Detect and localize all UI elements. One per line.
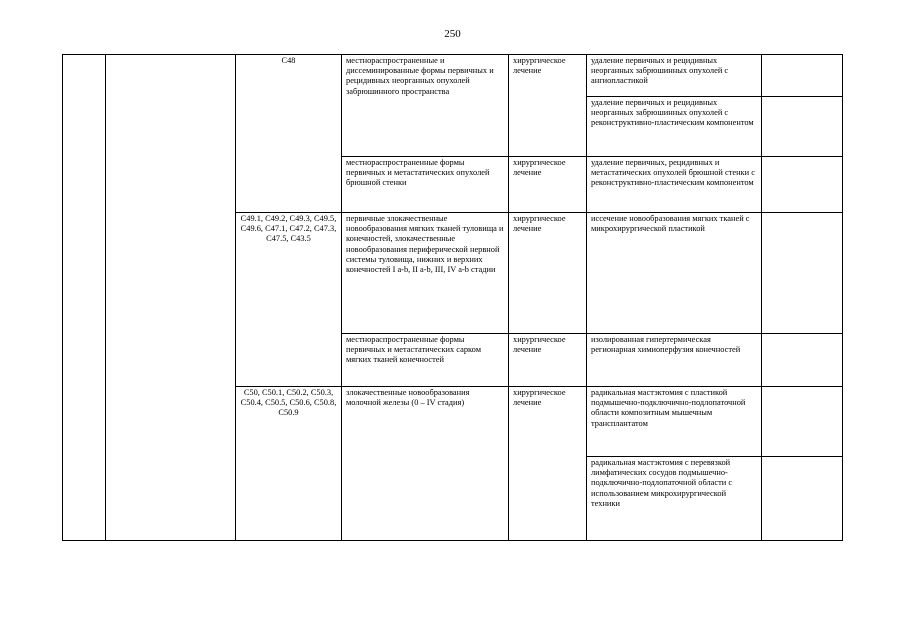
cost-cell (762, 334, 843, 387)
method-cell: радикальная мастэктомия с перевязкой лимфатических сосудов подмышечно-подключично-подлопаточной области с использованием микрохирургической техники (587, 457, 762, 541)
cost-cell (762, 213, 843, 334)
method-cell: удаление первичных и рецидивных неорганных забрюшинных опухолей с реконструктивно-пластическим компонентом (587, 97, 762, 157)
cost-cell (762, 97, 843, 157)
icd-code-cell: C50, C50.1, C50.2, C50.3, C50.4, C50.5, C50.6, C50.8, C50.9 (236, 387, 342, 541)
procedures-table (62, 54, 843, 541)
treatment-cell: хирургическое лечение (509, 387, 587, 541)
method-cell: радикальная мастэктомия с пластикой подмышечно-подключично-подлопаточной области композитным мышечным трансплантатом (587, 387, 762, 457)
method-cell: иссечение новообразования мягких тканей с микрохирургической пластикой (587, 213, 762, 334)
method-cell: удаление первичных и рецидивных неорганных забрюшинных опухолей с ангиопластикой (587, 55, 762, 97)
cost-cell (762, 457, 843, 541)
diagnosis-cell: местнораспространенные формы первичных и метастатических опухолей брюшной стенки (342, 157, 509, 213)
diagnosis-cell: местнораспространенные формы первичных и метастатических сарком мягких тканей конечностей (342, 334, 509, 387)
cost-cell (762, 387, 843, 457)
icd-code-cell: C48 (236, 55, 342, 213)
diagnosis-cell: первичные злокачественные новообразования мягких тканей туловища и конечностей, злокачественные новообразования периферической нервной системы туловища, нижних и верхних конечностей I a-b, II a-b, III, IV a-b стадии (342, 213, 509, 334)
treatment-cell: хирургическое лечение (509, 157, 587, 213)
method-cell: изолированная гипертермическая регионарная химиоперфузия конечностей (587, 334, 762, 387)
treatment-cell: хирургическое лечение (509, 334, 587, 387)
cost-cell (762, 55, 843, 97)
diagnosis-cell: злокачественные новообразования молочной железы (0 – IV стадия) (342, 387, 509, 541)
icd-code-cell: C49.1, C49.2, C49.3, C49.5, C49.6, C47.1, C47.2, C47.3, C47.5, C43.5 (236, 213, 342, 387)
col-name-cell (106, 55, 236, 541)
treatment-cell: хирургическое лечение (509, 55, 587, 157)
cost-cell (762, 157, 843, 213)
col-number-cell (63, 55, 106, 541)
diagnosis-cell: местнораспространенные и диссеминированные формы первичных и рецидивных неорганных опухолей забрюшинного пространства (342, 55, 509, 157)
method-cell: удаление первичных, рецидивных и метастатических опухолей брюшной стенки с реконструктивно-пластическим компонентом (587, 157, 762, 213)
page-number: 250 (444, 28, 461, 40)
treatment-cell: хирургическое лечение (509, 213, 587, 334)
